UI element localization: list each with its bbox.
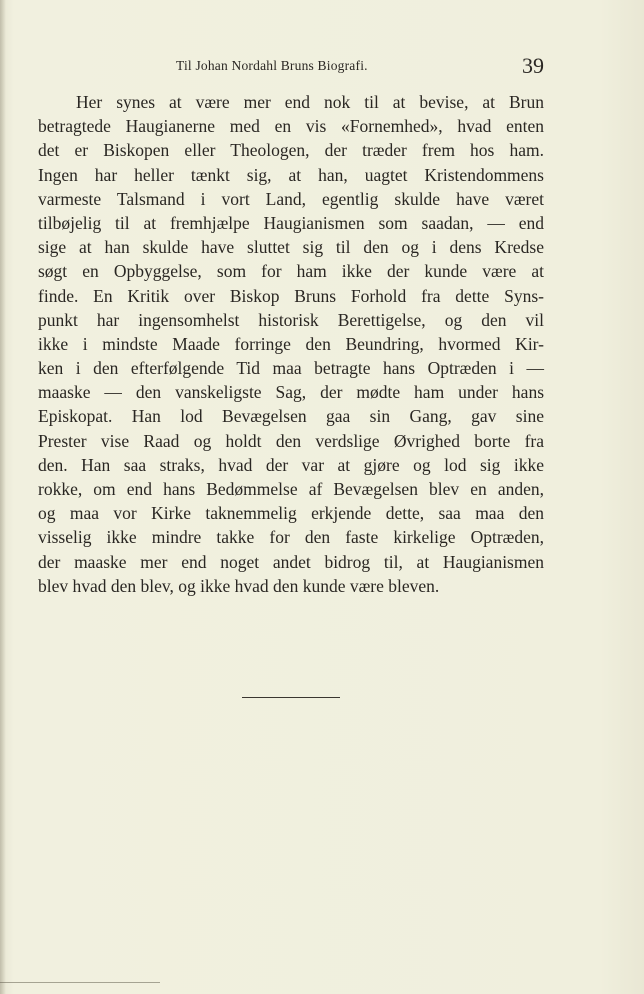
text-line: ken i den efterfølgende Tid maa betragte hans Optræden i — (38, 358, 544, 379)
text-line: Prester vise Raad og holdt den verdslige Øvrighed borte fra (38, 430, 544, 451)
text-line: Ingen har heller tænkt sig, at han, uagtet Kristendommens (38, 164, 544, 185)
text-line: der maaske mer end noget andet bidrog til, at Haugianismen (38, 551, 544, 572)
text-line: finde. En Kritik over Biskop Bruns Forhold fra dette Syns- (38, 285, 544, 306)
page-number: 39 (522, 53, 544, 78)
text-line: tilbøjelig til at fremhjælpe Haugianismen som saadan, — end (38, 212, 544, 233)
text-line: Episkopat. Han lod Bevægelsen gaa sin Gang, gav sine (38, 406, 544, 427)
text-line: og maa vor Kirke taknemmelig erkjende dette, saa maa den (38, 503, 544, 524)
binding-shadow (0, 0, 6, 994)
text-line: punkt har ingensomhelst historisk Berettigelse, og den vil (38, 309, 544, 330)
text-line: Her synes at være mer end nok til at bevise, at Brun (76, 92, 544, 112)
text-line: maaske — den vanskeligste Sag, der mødte ham under hans (38, 382, 544, 403)
text-line: den. Han saa straks, hvad der var at gjøre og lod sig ikke (38, 454, 544, 475)
text-line: det er Biskopen eller Theologen, der træder frem hos ham. (38, 140, 544, 161)
text-line: betragtede Haugianerne med en vis «Fornemhed», hvad enten (38, 116, 544, 137)
text-line: ikke i mindste Maade forringe den Beundring, hvormed Kir- (38, 333, 544, 354)
text-line: visselig ikke mindre takke for den faste kirkelige Optræden, (38, 527, 544, 548)
text-line: varmeste Talsmand i vort Land, egentlig skulde have været (38, 188, 544, 209)
text-line: blev hvad den blev, og ikke hvad den kunde være bleven. (38, 575, 440, 596)
text-line: søgt en Opbyggelse, som for ham ikke der kunde være at (38, 261, 544, 282)
body-paragraph (38, 90, 544, 598)
running-title: Til Johan Nordahl Bruns Biografi. (176, 58, 368, 73)
page-edge-mark (0, 982, 160, 983)
text-line: rokke, om end hans Bedømmelse af Bevægelsen blev en anden, (38, 479, 544, 499)
running-head (38, 54, 544, 82)
text-line: sige at han skulde have sluttet sig til den og i dens Kredse (38, 237, 544, 258)
section-end-rule (242, 697, 340, 698)
